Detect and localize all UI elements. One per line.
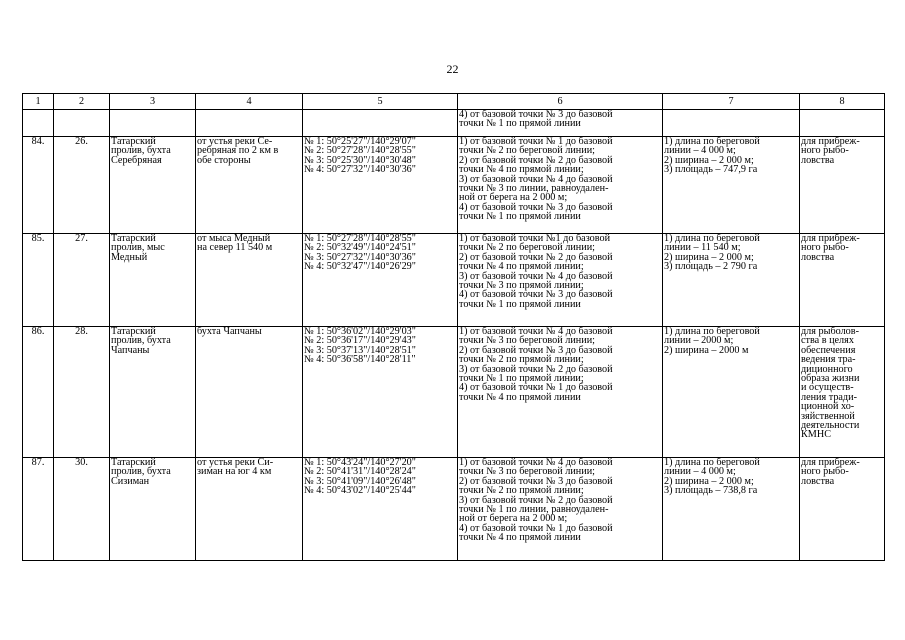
text-line: и осуществ- [801, 382, 854, 394]
text-line: линии – 11 540 м; [664, 242, 741, 254]
text-line: ства в целях [801, 335, 854, 347]
text-line: 4) от базовой точки № 3 до базовой [459, 109, 613, 120]
text-line: 1) от базовой точки № 1 до базовой [459, 136, 613, 147]
text-line: на север 11 540 м [197, 242, 273, 254]
text-line: Татарский [111, 457, 156, 468]
text-line: бухта Чапчаны [197, 326, 262, 337]
text-line: ловства [801, 251, 835, 263]
text-line: ного рыбо- [801, 145, 849, 157]
text-line: точки № 2 по прямой линии; [459, 354, 584, 366]
text-line: 2) от базовой точки № 2 до базовой [459, 251, 613, 263]
page-number: 22 [446, 62, 459, 76]
text-line: 1) длина по береговой [664, 457, 760, 468]
boundaries [458, 234, 663, 327]
text-line: ления тради- [801, 391, 857, 403]
area-parameters [663, 458, 800, 561]
continuation-cell [196, 110, 303, 137]
text-line: 1) от базовой точки № 4 до базовой [459, 326, 613, 337]
coordinate-line: № 2: 50°32'49"/140°24'51" [304, 242, 416, 254]
text-line: точки № 2 по береговой линии; [459, 145, 595, 157]
text-line: 4) от базовой точки № 1 до базовой [459, 382, 613, 394]
text-line: пролив, мыс [111, 242, 165, 254]
text-line: 3) от базовой точки № 4 до базовой [459, 173, 613, 185]
area-description [196, 327, 303, 458]
text-line: от устья реки Си- [197, 457, 274, 468]
text-line: пролив, бухта [111, 145, 171, 157]
text-line: 2) от базовой точки № 3 до базовой [459, 475, 613, 487]
text-line: ловства [801, 154, 835, 166]
coordinates [303, 458, 458, 561]
text-line: 4) от базовой точки № 3 до базовой [459, 289, 613, 301]
text-line: 1) длина по береговой [664, 233, 760, 244]
text-line: образа жизни [801, 373, 860, 385]
text-line: для прибреж- [801, 233, 860, 244]
boundaries [458, 327, 663, 458]
text-line: от устья реки Се- [197, 136, 273, 147]
text-line: точки № 4 по прямой линии [459, 391, 581, 403]
coordinate-line: № 4: 50°27'32"/140°30'36" [304, 164, 416, 176]
coordinates [303, 137, 458, 234]
continuation-cell [54, 110, 110, 137]
text-line: точки № 3 по линии, равноудален- [459, 183, 609, 195]
boundaries [458, 137, 663, 234]
area-parameters [663, 234, 800, 327]
text-line: точки № 4 по прямой линии [459, 532, 581, 544]
area-number: 26. [54, 137, 110, 234]
boundaries [458, 458, 663, 561]
row-number: 85. [23, 234, 54, 327]
continuation-cell [800, 110, 885, 137]
text-line: точки № 2 по прямой линии; [459, 485, 584, 497]
continuation-cell [110, 110, 196, 137]
area-description [196, 458, 303, 561]
text-line: 2) ширина – 2 000 м; [664, 475, 754, 487]
continuation-cell [663, 110, 800, 137]
text-line: линии – 4 000 м; [664, 145, 736, 157]
purpose [800, 137, 885, 234]
coordinate-line: № 1: 50°27'28"/140°28'55" [304, 233, 416, 244]
coordinate-line: № 2: 50°36'17"/140°29'43" [304, 335, 416, 347]
coordinate-line: № 3: 50°41'09"/140°26'48" [304, 475, 416, 487]
fishing-areas-table [22, 93, 885, 561]
coordinate-line: № 3: 50°25'30"/140°30'48" [304, 154, 416, 166]
area-number: 28. [54, 327, 110, 458]
continuation-row [23, 110, 885, 137]
text-line: Чапчаны [111, 344, 150, 356]
text-line: обеспечения [801, 344, 856, 356]
row-number: 84. [23, 137, 54, 234]
text-line: 1) длина по береговой [664, 326, 760, 337]
table-row [23, 234, 885, 327]
text-line: 4) от базовой точки № 1 до базовой [459, 522, 613, 534]
header-col-1: 1 [23, 94, 54, 110]
coordinates [303, 234, 458, 327]
purpose [800, 458, 885, 561]
coordinate-line: № 1: 50°36'02"/140°29'03" [304, 326, 416, 337]
area-name [110, 327, 196, 458]
text-line: ной от берега на 2 000 м; [459, 513, 568, 525]
coordinate-line: № 3: 50°27'32"/140°30'36" [304, 251, 416, 263]
area-parameters [663, 327, 800, 458]
row-number: 86. [23, 327, 54, 458]
table-row [23, 458, 885, 561]
text-line: точки № 3 по береговой линии; [459, 466, 595, 478]
text-line: точки № 2 по береговой линии; [459, 242, 595, 254]
text-line: точки № 4 по прямой линии; [459, 261, 584, 273]
text-line: Татарский [111, 136, 156, 147]
header-col-2: 2 [54, 94, 110, 110]
text-line: точки № 4 по прямой линии; [459, 164, 584, 176]
text-line: Медный [111, 251, 148, 263]
text-line: 2) ширина – 2000 м [664, 344, 749, 356]
text-line: Татарский [111, 233, 156, 244]
purpose [800, 327, 885, 458]
table-row [23, 137, 885, 234]
text-line: 2) от базовой точки № 3 до базовой [459, 344, 613, 356]
text-line: 3) площадь – 747,9 га [664, 164, 758, 176]
coordinate-line: № 4: 50°32'47"/140°26'29" [304, 261, 416, 273]
coordinates [303, 327, 458, 458]
text-line: ребряная по 2 км в [197, 145, 279, 157]
text-line: ного рыбо- [801, 242, 849, 254]
header-col-5: 5 [303, 94, 458, 110]
text-line: для прибреж- [801, 457, 860, 468]
text-line: ловства [801, 475, 835, 487]
purpose [800, 234, 885, 327]
text-line: 1) от базовой точки №1 до базовой [459, 233, 611, 244]
text-line: пролив, бухта [111, 466, 171, 478]
coordinate-line: № 1: 50°43'24"/140°27'20" [304, 457, 416, 468]
text-line: 3) от базовой точки № 4 до базовой [459, 270, 613, 282]
area-name [110, 458, 196, 561]
text-line: точки № 1 по прямой линии; [459, 373, 584, 385]
text-line: 1) от базовой точки № 4 до базовой [459, 457, 613, 468]
text-line: 3) от базовой точки № 2 до базовой [459, 363, 613, 375]
text-line: для рыболов- [801, 326, 859, 337]
text-line: зиман на юг 4 км [197, 466, 272, 478]
text-line: 2) от базовой точки № 2 до базовой [459, 154, 613, 166]
text-line: 2) ширина – 2 000 м; [664, 251, 754, 263]
area-description [196, 137, 303, 234]
text-line: 3) от базовой точки № 2 до базовой [459, 494, 613, 506]
text-line: от мыса Медный [197, 233, 271, 244]
text-line: точки № 1 по прямой линии [459, 298, 581, 310]
text-line: ведения тра- [801, 354, 856, 366]
header-col-3: 3 [110, 94, 196, 110]
coordinate-line: № 2: 50°27'28"/140°28'55" [304, 145, 416, 157]
text-line: зяйственной [801, 410, 855, 422]
text-line: 2) ширина – 2 000 м; [664, 154, 754, 166]
text-line: линии – 4 000 м; [664, 466, 736, 478]
text-line: Татарский [111, 326, 156, 337]
text-line: диционного [801, 363, 853, 375]
text-line: ного рыбо- [801, 466, 849, 478]
continuation-boundaries [458, 110, 663, 137]
area-number: 27. [54, 234, 110, 327]
text-line: линии – 2000 м; [664, 335, 734, 347]
text-line: для прибреж- [801, 136, 860, 147]
continuation-cell [23, 110, 54, 137]
text-line: точки № 1 по прямой линии [459, 211, 581, 223]
text-line: 3) площадь – 738,8 га [664, 485, 758, 497]
coordinate-line: № 4: 50°36'58"/140°28'11" [304, 354, 416, 366]
text-line: Сизиман [111, 475, 150, 487]
area-number: 30. [54, 458, 110, 561]
row-number: 87. [23, 458, 54, 561]
text-line: ционной хо- [801, 401, 855, 413]
area-name [110, 234, 196, 327]
text-line: точки № 1 по прямой линии [459, 118, 581, 130]
area-parameters [663, 137, 800, 234]
table-row [23, 327, 885, 458]
text-line: 3) площадь – 2 790 га [664, 261, 758, 273]
text-line: точки № 3 по береговой линии; [459, 335, 595, 347]
header-col-8: 8 [800, 94, 885, 110]
coordinate-line: № 3: 50°37'13"/140°28'51" [304, 344, 416, 356]
text-line: деятельности [801, 420, 860, 432]
text-line: Серебряная [111, 154, 162, 166]
header-col-4: 4 [196, 94, 303, 110]
area-description [196, 234, 303, 327]
continuation-cell [303, 110, 458, 137]
header-row [23, 94, 885, 110]
coordinate-line: № 1: 50°25'27"/140°29'07" [304, 136, 416, 147]
text-line: пролив, бухта [111, 335, 171, 347]
header-col-7: 7 [663, 94, 800, 110]
coordinate-line: № 2: 50°41'31"/140°28'24" [304, 466, 416, 478]
text-line: точки № 3 по прямой линии; [459, 280, 584, 292]
text-line: точки № 1 по линии, равноудален- [459, 504, 609, 516]
text-line: КМНС [801, 429, 832, 441]
text-line: обе стороны [197, 154, 251, 166]
area-name [110, 137, 196, 234]
header-col-6: 6 [458, 94, 663, 110]
text-line: 4) от базовой точки № 3 до базовой [459, 201, 613, 213]
text-line: ной от берега на 2 000 м; [459, 192, 568, 204]
text-line: 1) длина по береговой [664, 136, 760, 147]
coordinate-line: № 4: 50°43'02"/140°25'44" [304, 485, 416, 497]
